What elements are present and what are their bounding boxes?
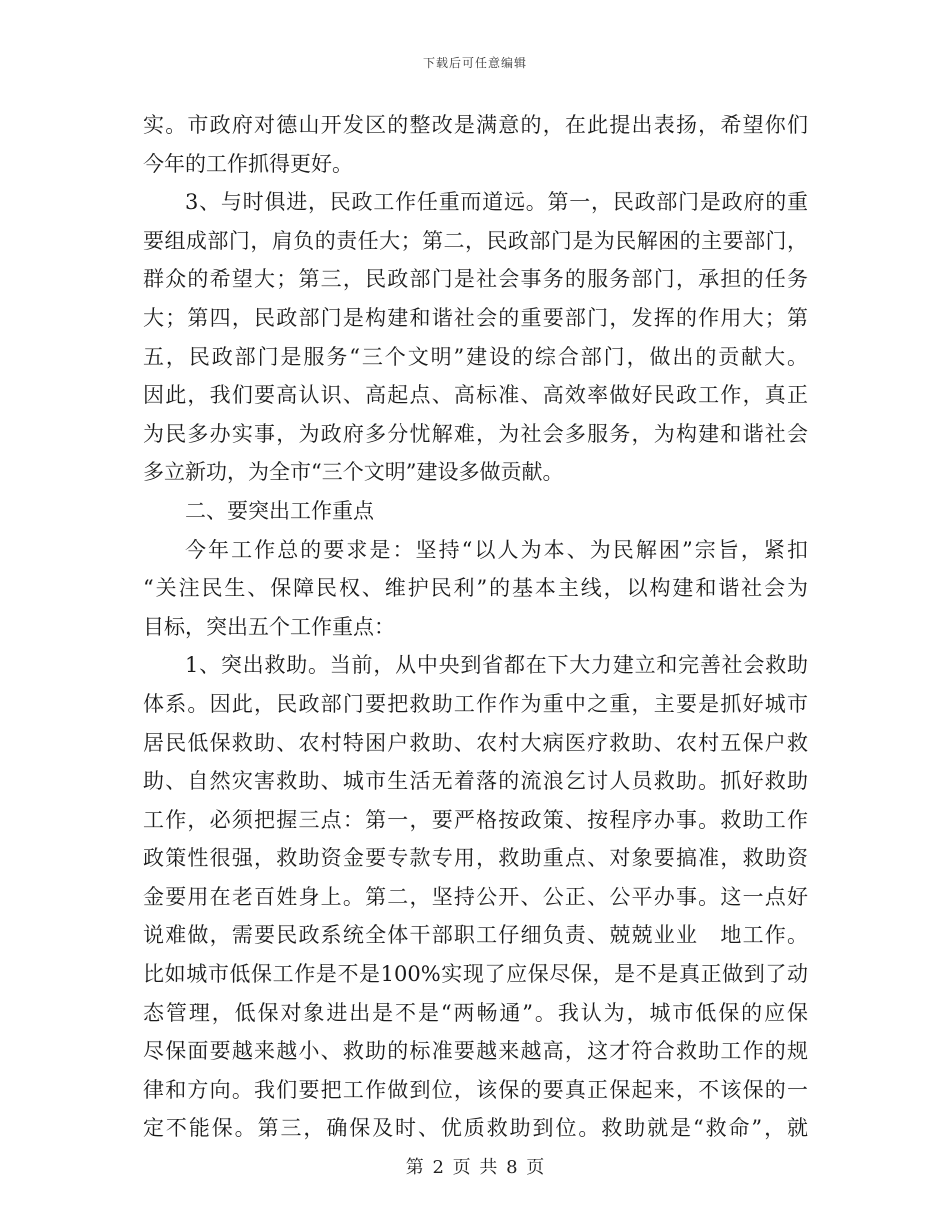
text-line: 体系。因此，民政部门要把救助工作作为重中之重，主要是抓好城市 [143, 691, 808, 716]
text-line: 定不能保。第三，确保及时、优质救助到位。救助就是“救命”，就 [143, 1116, 808, 1141]
document-body [143, 106, 808, 1148]
text-line: 五，民政部门是服务“三个文明”建设的综合部门，做出的贡献大。 [143, 344, 808, 369]
page-header: 下载后可任意编辑 [422, 56, 527, 70]
text-line: 1、突出救助。当前，从中央到省都在下大力建立和完善社会救助 [185, 653, 808, 678]
text-line: 群众的希望大；第三，民政部门是社会事务的服务部门，承担的任务 [143, 267, 808, 292]
text-line: 律和方向。我们要把工作做到位，该保的要真正保起来，不该保的一 [143, 1077, 808, 1102]
text-line: 目标，突出五个工作重点： [143, 614, 395, 639]
text-line: “关注民生、保障民权、维护民利”的基本主线，以构建和谐社会为 [143, 576, 808, 601]
text-line: 政策性很强，救助资金要专款专用，救助重点、对象要搞准，救助资 [143, 846, 808, 871]
text-line: 实。市政府对德山开发区的整改是满意的，在此提出表扬，希望你们 [143, 113, 808, 137]
text-line: 尽保面要越来越小、救助的标准要越来越高，这才符合救助工作的规 [143, 1039, 808, 1064]
text-line: 大；第四，民政部门是构建和谐社会的重要部门，发挥的作用大；第 [143, 305, 808, 330]
page-number-footer: 第 2 页 共 8 页 [405, 1157, 545, 1178]
text-line: 态管理，低保对象进出是不是“两畅通”。我认为，城市低保的应保 [143, 1000, 808, 1025]
text-line: 今年的工作抓得更好。 [143, 151, 353, 176]
text-line: 居民低保救助、农村特困户救助、农村大病医疗救助、农村五保户救 [143, 730, 808, 755]
text-line: 为民多办实事，为政府多分忧解难，为社会多服务，为构建和谐社会 [143, 421, 808, 446]
text-line: 金要用在老百姓身上。第二，坚持公开、公正、公平办事。这一点好 [143, 884, 808, 909]
text-line: 工作，必须把握三点：第一，要严格按政策、按程序办事。救助工作 [143, 807, 808, 832]
text-line: 今年工作总的要求是：坚持“以人为本、为民解困”宗旨，紧扣 [185, 537, 808, 562]
text-line: 要组成部门，肩负的责任大；第二，民政部门是为民解困的主要部门， [143, 228, 808, 253]
text-line: 二、要突出工作重点 [185, 498, 374, 523]
text-line: 助、自然灾害救助、城市生活无着落的流浪乞讨人员救助。抓好救助 [143, 769, 808, 794]
text-line: 3、与时俱进，民政工作任重而道远。第一，民政部门是政府的重 [185, 190, 808, 215]
text-line: 比如城市低保工作是不是100%实现了应保尽保，是不是真正做到了动 [143, 962, 808, 987]
text-line: 说难做，需要民政系统全体干部职工仔细负责、兢兢业业 地工作。 [143, 923, 808, 948]
text-line: 因此，我们要高认识、高起点、高标准、高效率做好民政工作，真正 [143, 383, 808, 408]
text-line: 多立新功，为全市“三个文明”建设多做贡献。 [143, 460, 564, 485]
